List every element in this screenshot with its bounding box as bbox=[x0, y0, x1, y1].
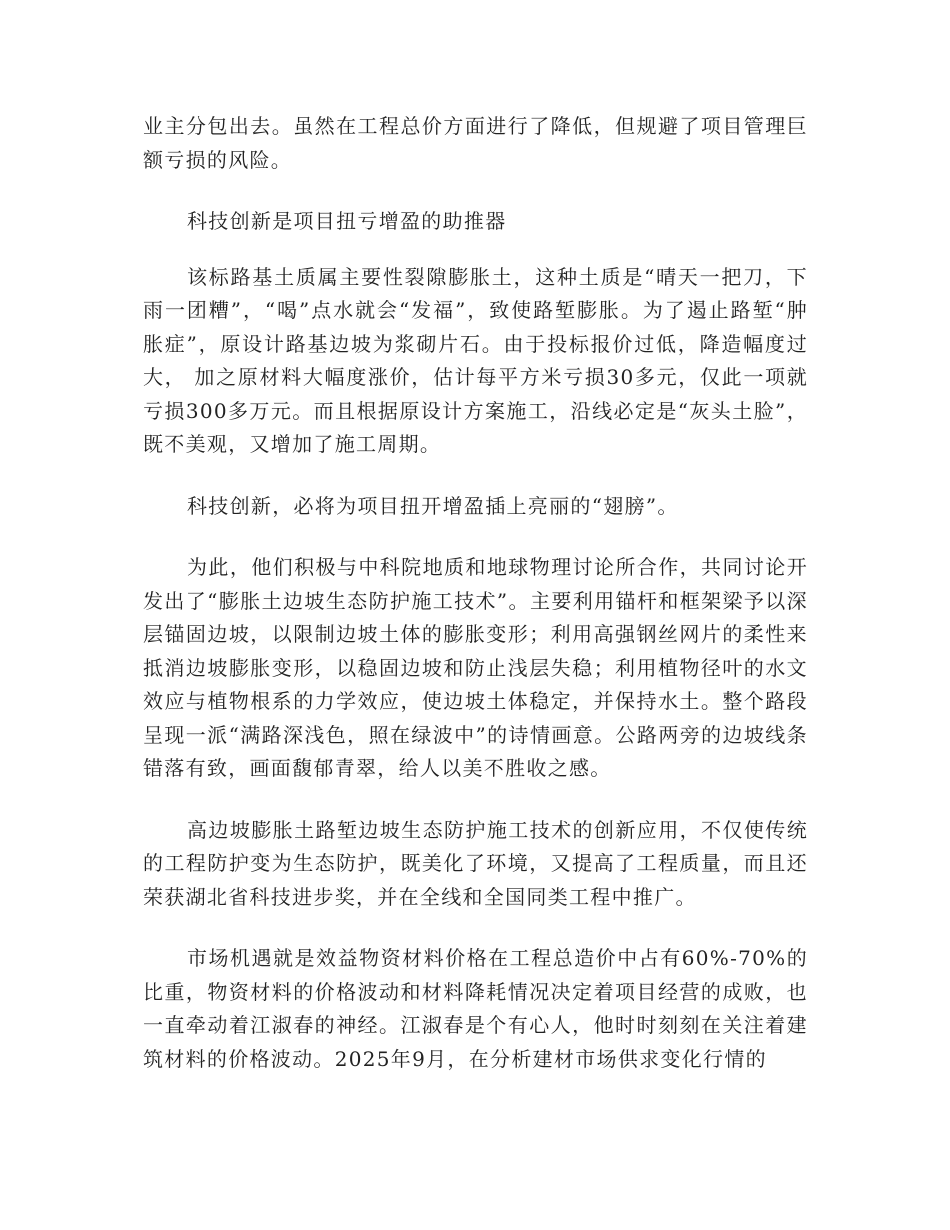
paragraph: 该标路基土质属主要性裂隙膨胀土，这种土质是“晴天一把刀，下雨一团糟”，“喝”点水就会“发福”，致使路堑膨胀。为了遏止路堑“肿胀症”，原设计路基边坡为浆砌片石。由于投标报价过低，降造幅度过大， 加之原材料大幅度涨价，估计每平方米亏损30多元，仅此一项就亏损300多万元。而且根据原设计方案施工，沿线必定是“灰头土脸”，既不美观，又增加了施工周期。 bbox=[143, 264, 808, 456]
paragraph: 科技创新，必将为项目扭开增盈插上亮丽的“翅膀”。 bbox=[187, 493, 679, 518]
paragraph: 为此，他们积极与中科院地质和地球物理讨论所合作，共同讨论开发出了“膨胀土边坡生态防护施工技术”。主要利用锚杆和框架梁予以深层锚固边坡，以限制边坡土体的膨胀变形；利用高强钢丝网片的柔性来抵消边坡膨胀变形，以稳固边坡和防止浅层失稳；利用植物径叶的水文效应与植物根系的力学效应，使边坡土体稳定，并保持水土。整个路段呈现一派“满路深浅色，照在绿波中”的诗情画意。公路两旁的边坡线条错落有致，画面馥郁青翠，给人以美不胜收之感。 bbox=[143, 555, 808, 780]
section-heading: 科技创新是项目扭亏增盈的助推器 bbox=[187, 209, 507, 233]
document-body bbox=[143, 110, 808, 1104]
paragraph-continuation: 业主分包出去。虽然在工程总价方面进行了降低，但规避了项目管理巨额亏损的风险。 bbox=[143, 114, 808, 172]
paragraph: 高边坡膨胀土路堑边坡生态防护施工技术的创新应用，不仅使传统的工程防护变为生态防护，既美化了环境，又提高了工程质量，而且还荣获湖北省科技进步奖，并在全线和全国同类工程中推广。 bbox=[143, 817, 808, 909]
paragraph: 市场机遇就是效益物资材料价格在工程总造价中占有60%-70%的比重，物资材料的价格波动和材料降耗情况决定着项目经营的成败，也一直牵动着江淑春的神经。江淑春是个有心人，他时时刻刻在关注着建筑材料的价格波动。2025年9月，在分析建材市场供求变化行情的 bbox=[143, 946, 808, 1071]
